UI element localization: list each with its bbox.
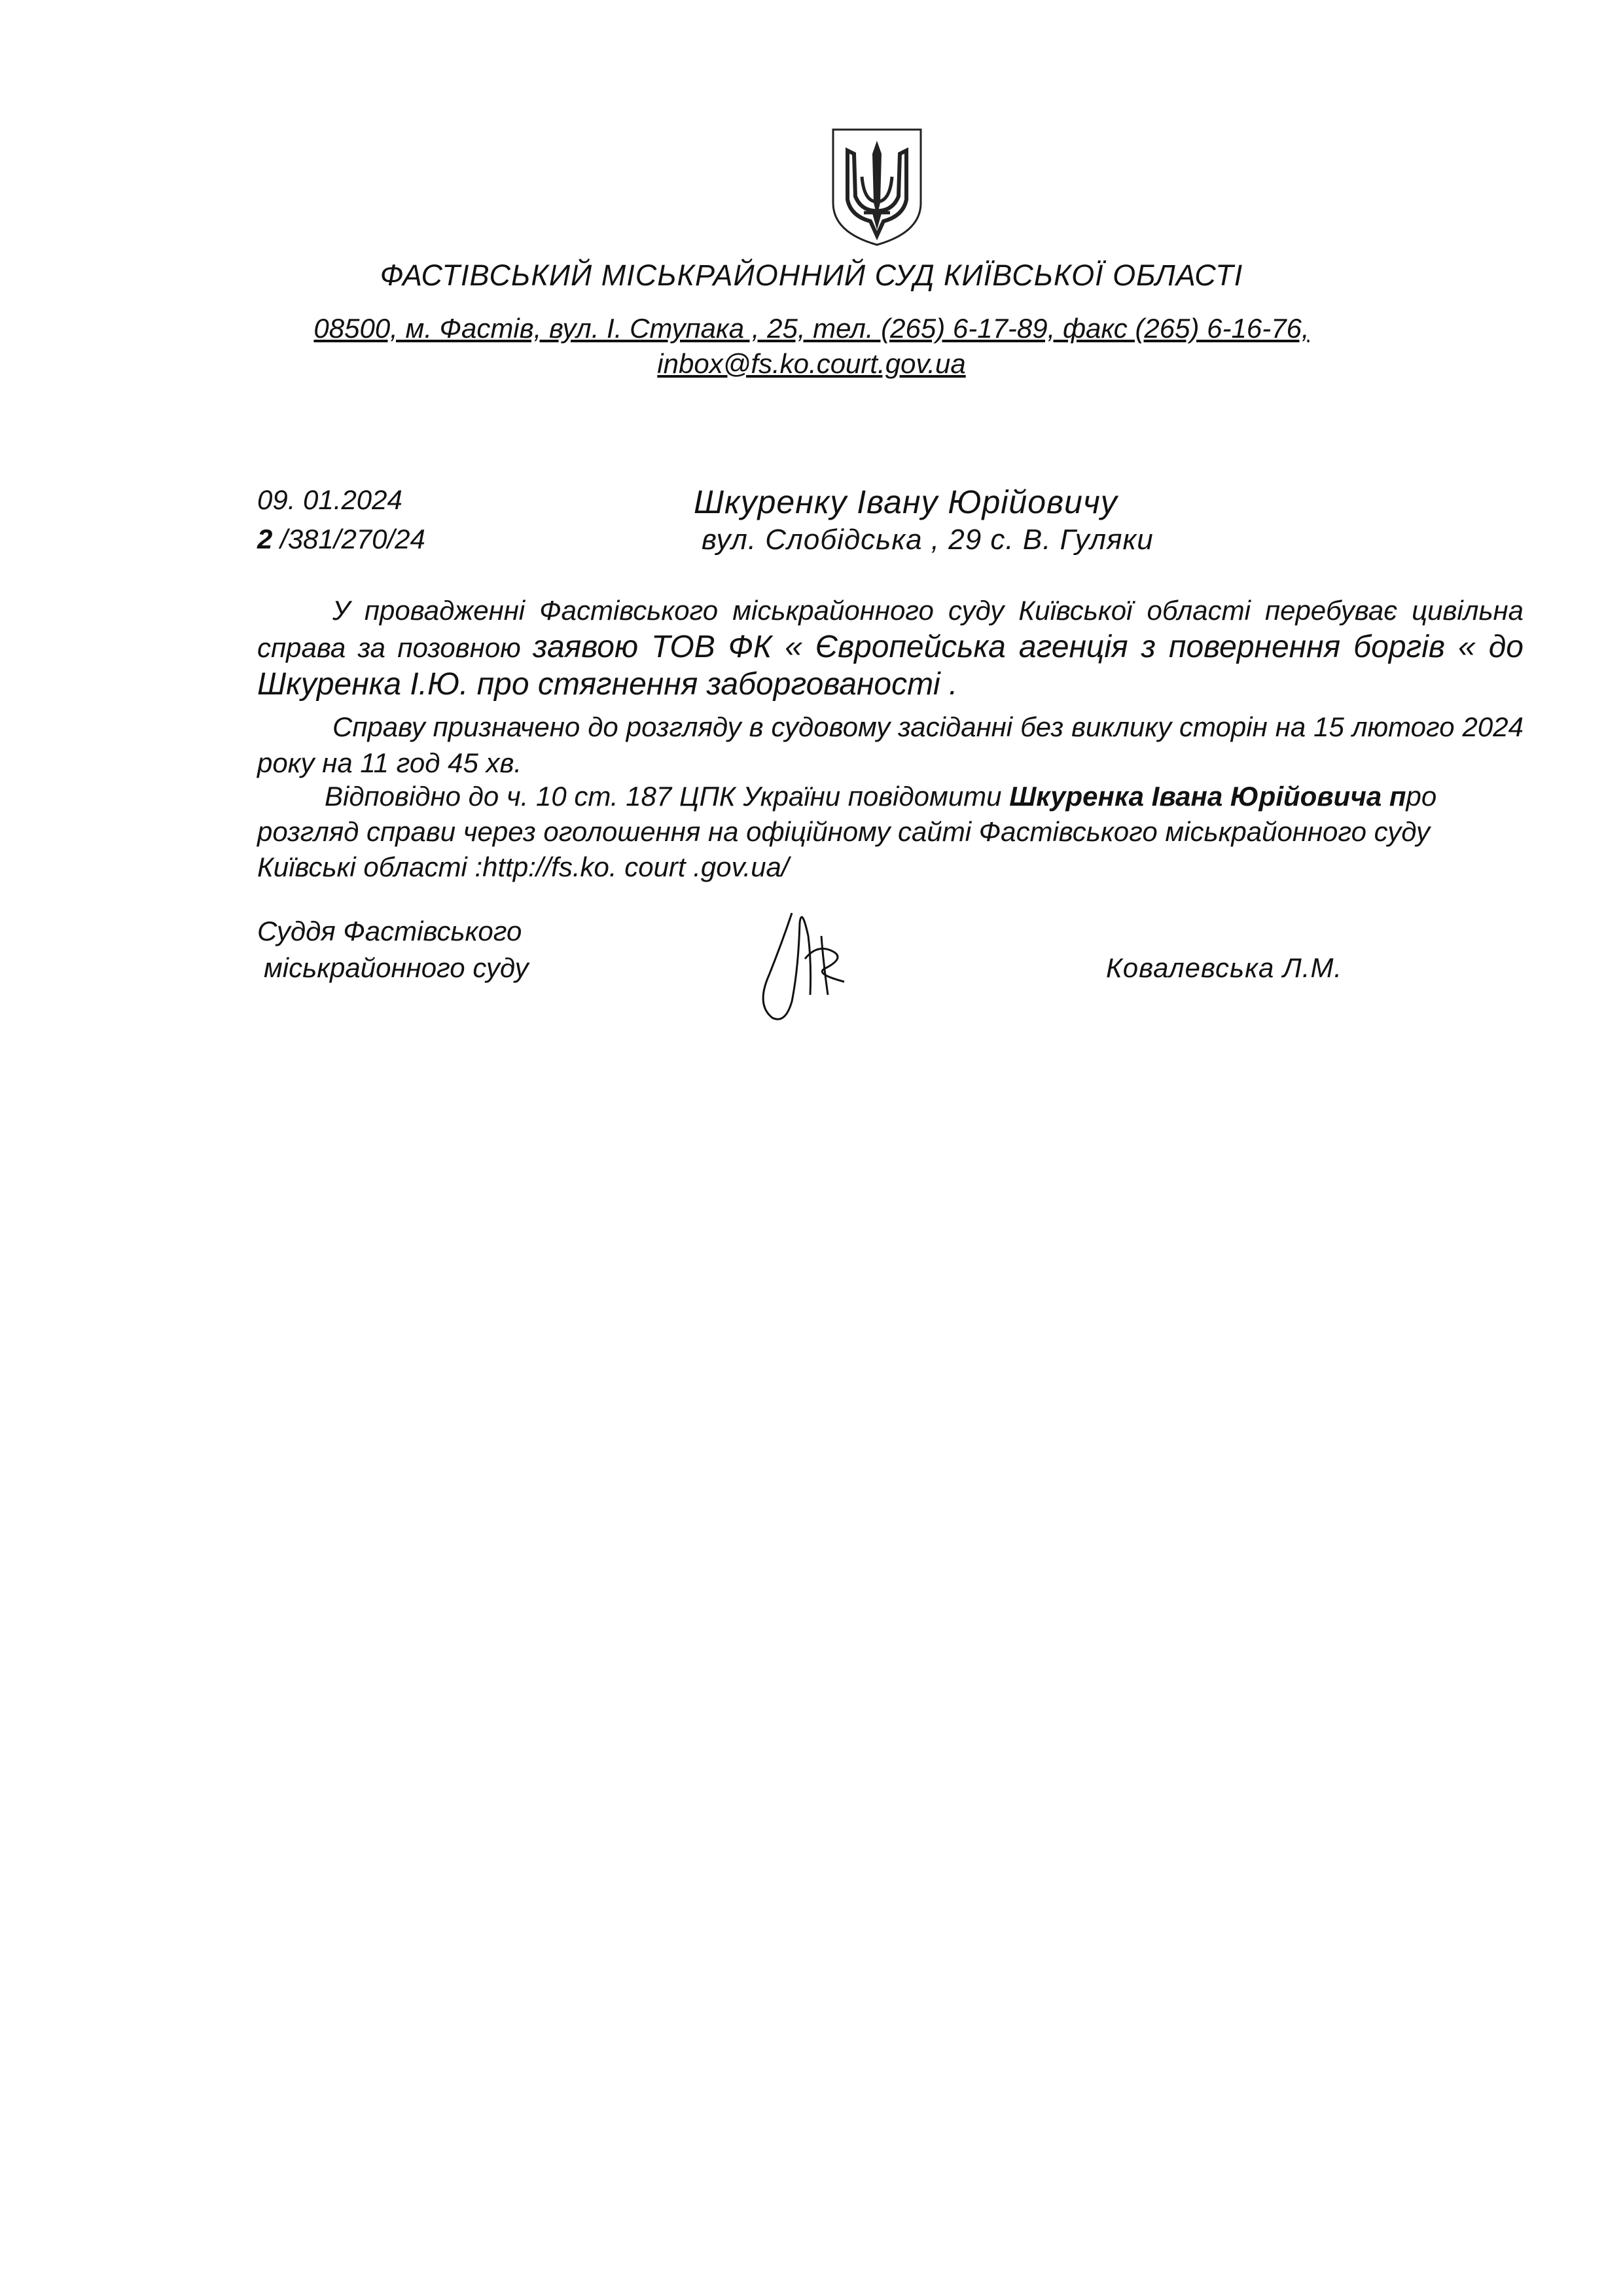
document-date: 09. 01.2024 (257, 484, 402, 515)
paragraph-hearing: Справу призначено до розгляду в судовому засіданні без виклику сторін на 15 лютого 2024 року на 11 год 45 хв. (257, 711, 1524, 778)
paragraph-case: У провадженні Фастівського міськрайонного суду Київської області перебуває цивільна справа за позовною заявою ТОВ ФК « Європейська агенція з повернення боргів « до Шкуренка І.Ю. про стягнення заборгованості . (257, 595, 1524, 702)
signer-title: Суддя Фастівського міськрайонного суду (257, 916, 529, 983)
outgoing-number-bold: 2 (257, 524, 273, 554)
handwritten-signature-icon (746, 897, 857, 1028)
trident-emblem-icon (828, 124, 926, 249)
judge-name: Ковалевська Л.М. (1106, 952, 1343, 983)
outgoing-number-rest: /381/270/24 (272, 524, 425, 554)
paragraph-notification: Відповідно до ч. 10 ст. 187 ЦПК України повідомити Шкуренка Івана Юрійовича про розгляд справи через оголошення на офіційному сайті Фастівського міськрайонного суду Київські області :http://fs.ko. court .gov.ua/ (257, 781, 1437, 882)
outgoing-number (257, 524, 425, 555)
recipient-address: вул. Слобідська , 29 с. В. Гуляки (702, 524, 1154, 556)
court-email: inbox@fs.ko.court.gov.ua (657, 348, 966, 379)
court-name: ФАСТІВСЬКИЙ МІСЬКРАЙОННИЙ СУД КИЇВСЬКОЇ ОБЛАСТІ (380, 259, 1243, 292)
recipient-name: Шкуренку Івану Юрійовичу (694, 484, 1118, 520)
court-address: 08500, м. Фастів, вул. І. Ступака , 25, тел. (265) 6-17-89, факс (265) 6-16-76, (313, 313, 1310, 344)
